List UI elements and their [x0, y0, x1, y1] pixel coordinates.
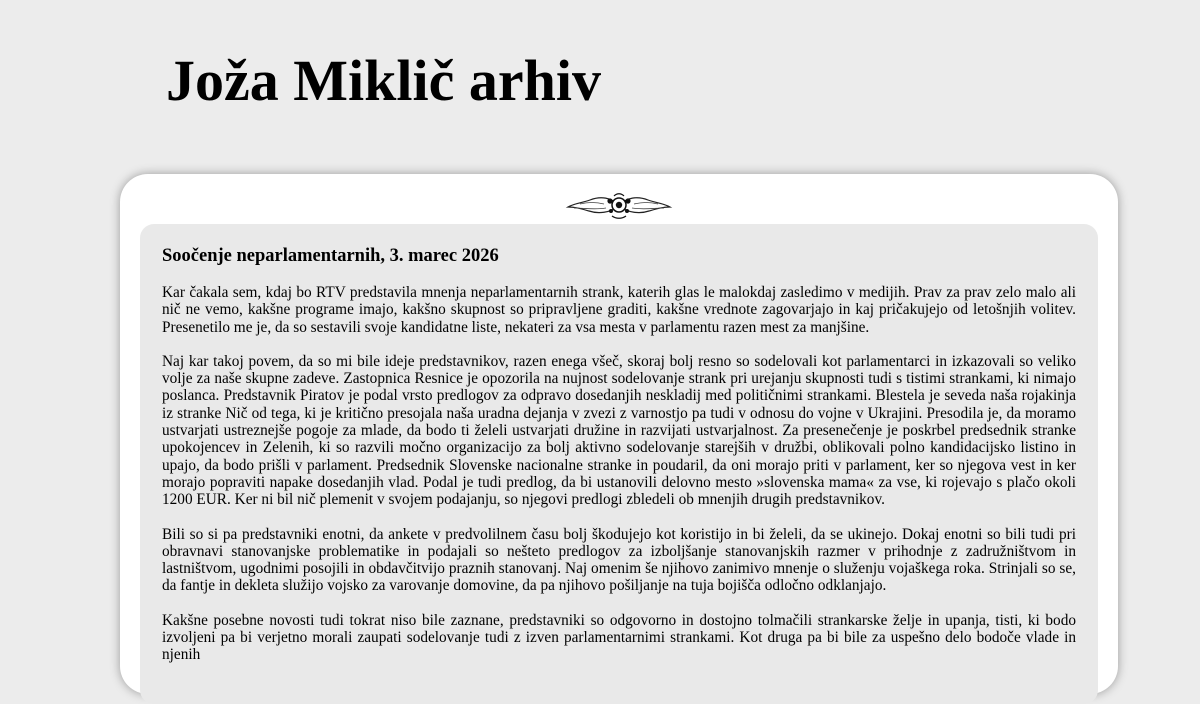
post-paragraph: Naj kar takoj povem, da so mi bile ideje predstavnikov, razen enega všeč, skoraj bolj resno so sodelovali kot parlamentarci in izkazovali so veliko volje za naše skupne zadeve. Zastopnica Resnice je opozorila na nujnost sodelovanje strank pri urejanju skupnosti tudi s tistimi strankami, ki nimajo poslanca. Predstavnik Piratov je podal vrsto predlogov za odpravo dosedanjih neskladij med političnimi strankami. Blestela je seveda naša rojakinja iz stranke Nič od tega, ki je kritično presojala naša uradna dejanja v zvezi z varnostjo pa tudi v odnosu do vojne v Ukrajini. Presodila je, da moramo ustvarjati ustreznejše pogoje za mlade, da bodo ti želeli ustvarjati družine in razvijati ustvarjalnost. Za presenečenje je poskrbel predsednik stranke upokojencev in Zelenih, ki so razvili močno organizacijo za bolj aktivno sodelovanje starejših v družbi, oblikovali polno kandidacijsko listino in upajo, da bodo prišli v parlament. Predsednik Slovenske nacionalne stranke in poudaril, da oni morajo priti v parlament, ker so njegova vest in ker morajo popraviti napake dosedanjih vlad. Podal je tudi predlog, da bi ustanovili delovno mesto »slovenska mama« za vse, ki rojevajo s plačo okoli 1200 EUR. Ker ni bil nič plemenit v svojem podajanju, so njegovi predlogi zbledeli ob mnenjih drugih predstavnikov. [162, 352, 1076, 509]
content-frame [120, 174, 1118, 694]
post-title[interactable]: Soočenje neparlamentarnih, 3. marec 2026 [162, 246, 499, 266]
post-paragraph: Kakšne posebne novosti tudi tokrat niso bile zaznane, predstavniki so odgovorno in dostojno tolmačili strankarske želje in upanja, tisti, ki bodo izvoljeni pa bi verjetno morali zaupati sodelovanje tudi z izven parlamentarnimi strankami. Kot druga pa bi bile za uspešno delo bodoče vlade in njenih [162, 611, 1076, 664]
post-body [162, 284, 1076, 681]
site-title[interactable]: Joža Miklič arhiv [166, 48, 601, 113]
post-paragraph: Kar čakala sem, kdaj bo RTV predstavila mnenja neparlamentarnih strank, katerih glas le malokdaj zasledimo v medijih. Prav za prav zelo malo ali nič ne vemo, kakšne programe imajo, kakšno skupnost so pripravljene graditi, kakšne vrednote zagovarjajo in kaj pričakujejo od letošnjih volitev. Presenetilo me je, da so sestavili svoje kandidatne liste, nekateri za vsa mesta v parlamentu razen mest za manjšine. [162, 284, 1076, 336]
floral-ornament-icon [566, 192, 672, 220]
post-card [140, 224, 1098, 704]
post-paragraph: Bili so si pa predstavniki enotni, da ankete v predvolilnem času bolj škodujejo kot koristijo in bi želeli, da se ukinejo. Dokaj enotni so bili tudi pri obravnavi stanovanjske problematike in podajali so nešteto predlogov za izboljšanje stanovanjskih razmer v prihodnje z zadružništvom in lastništvom, ugodnimi posojili in obdavčitvijo praznih stanovanj. Naj omenim še njihovo zanimivo mnenje o služenju vojaškega roka. Strinjali so se, da fantje in dekleta služijo vojsko za varovanje domovine, da pa njihovo pošiljanje na tuja bojišča odločno odklanjajo. [162, 525, 1076, 595]
